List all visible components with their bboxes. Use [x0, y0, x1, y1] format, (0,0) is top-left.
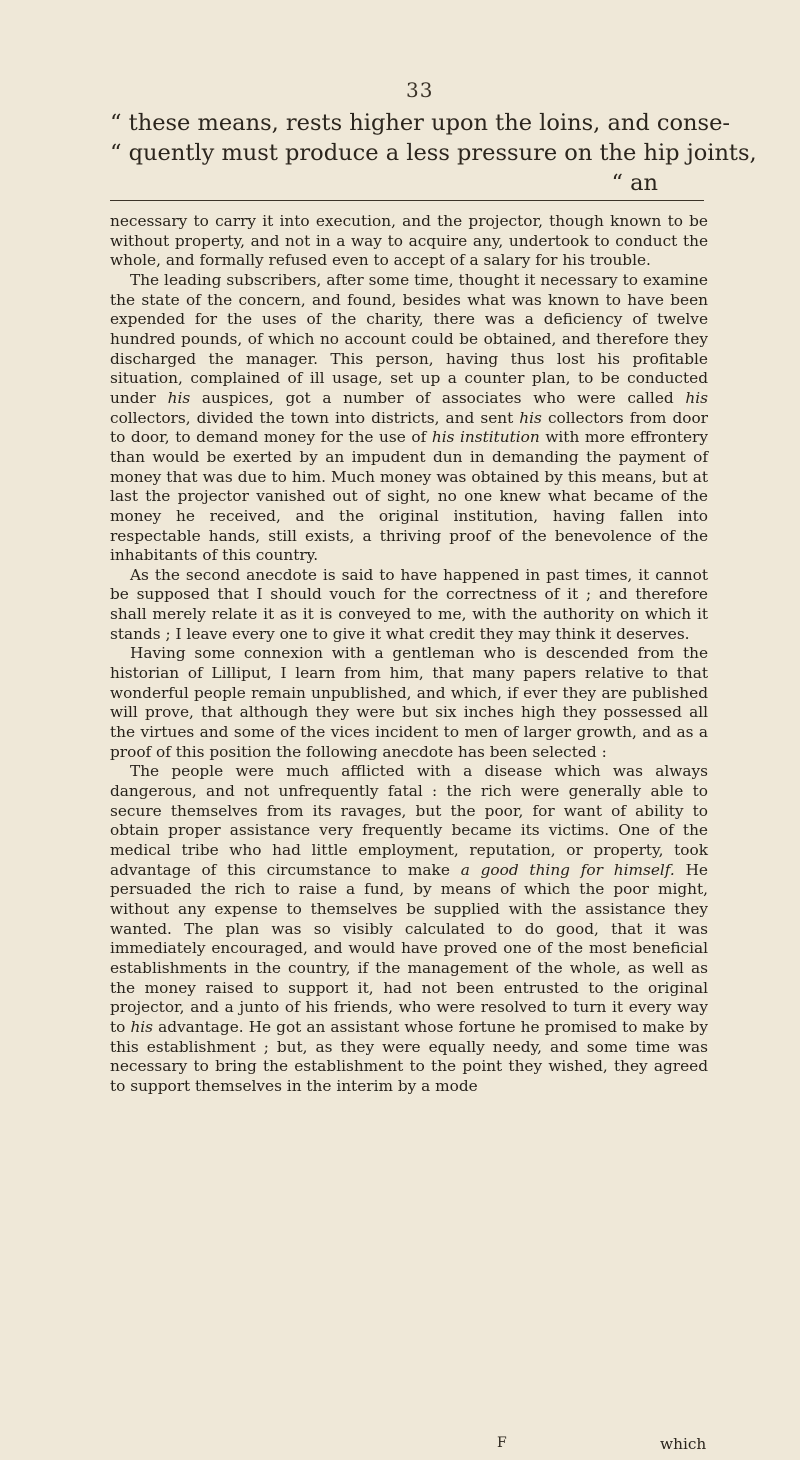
quote-line: “ an	[611, 170, 658, 196]
paragraph: The leading subscribers, after some time, thought it necessary to examine the state of the concern, and found, besides what was known to have been expended for the uses of the charity, there was a deficiency of twelve hundred pounds, of which no account could be obtained, and therefore they discharged the manager. This person, having thus lost his profitable situation, complained of ill usage, set up a counter plan, to be conducted under his auspices, got a number of associates who were called his collectors, divided the town into districts, and sent his collectors from door to door, to demand money for the use of his institution with more effrontery than would be exerted by an impudent dun in demanding the payment of money that was due to him. Much money was obtained by this means, but at last the projector vanished out of sight, no one knew what became of the money he received, and the original institution, having fallen into respectable hands, still exists, a thriving proof of the benevolence of the inhabitants of this country.	[110, 270, 708, 565]
paragraph: As the second anecdote is said to have happened in past times, it cannot be supposed that I should vouch for the correctness of it ; and therefore shall merely relate it as it is conveyed to me, with the authority on which it stands ; I leave every one to give it what credit they may think it deserves.	[110, 565, 708, 643]
quoted-passage	[110, 108, 757, 198]
signature-mark: F	[497, 1435, 507, 1451]
paragraph: necessary to carry it into execution, and the projector, though known to be without property, and not in a way to acquire any, undertook to conduct the whole, and formally refused even to accept of a salary for his trouble.	[110, 212, 708, 270]
page-number: 33	[406, 78, 434, 102]
catchword: which	[660, 1435, 707, 1453]
quote-line: “ these means, rests higher upon the loins, and conse-	[110, 110, 731, 136]
quote-line: “ quently must produce a less pressure on the hip joints,	[110, 140, 757, 166]
footnote-text	[110, 212, 708, 1097]
paragraph: Having some connexion with a gentleman who is descended from the historian of Lilliput, I learn from him, that many papers relative to that wonderful people remain unpublished, and which, if ever they are published will prove, that although they were but six inches high they possessed all the virtues and some of the vices incident to men of larger growth, and as a proof of this position the following anecdote has been selected :	[110, 644, 708, 761]
paragraph: The people were much afflicted with a disease which was always dangerous, and not unfrequently fatal : the rich were generally able to secure themselves from its ravages, but the poor, for want of ability to obtain proper assistance very frequently became its victims. One of the medical tribe who had little employment, reputation, or property, took advantage of this circumstance to make a good thing for himself. He persuaded the rich to raise a fund, by means of which the poor might, without any expense to themselves be supplied with the assistance they wanted. The plan was so visibly calculated to do good, that it was immediately encouraged, and would have proved one of the most beneficial establishments in the country, if the management of the whole, as well as the money raised to support it, had not been entrusted to the original projector, and a junto of his friends, who were resolved to turn it every way to his advantage. He got an assistant whose fortune he promised to make by this establishment ; but, as they were equally needy, and some time was necessary to bring the establishment to the point they wished, they agreed to support themselves in the interim by a mode	[110, 762, 708, 1095]
footnote-divider	[110, 200, 704, 201]
